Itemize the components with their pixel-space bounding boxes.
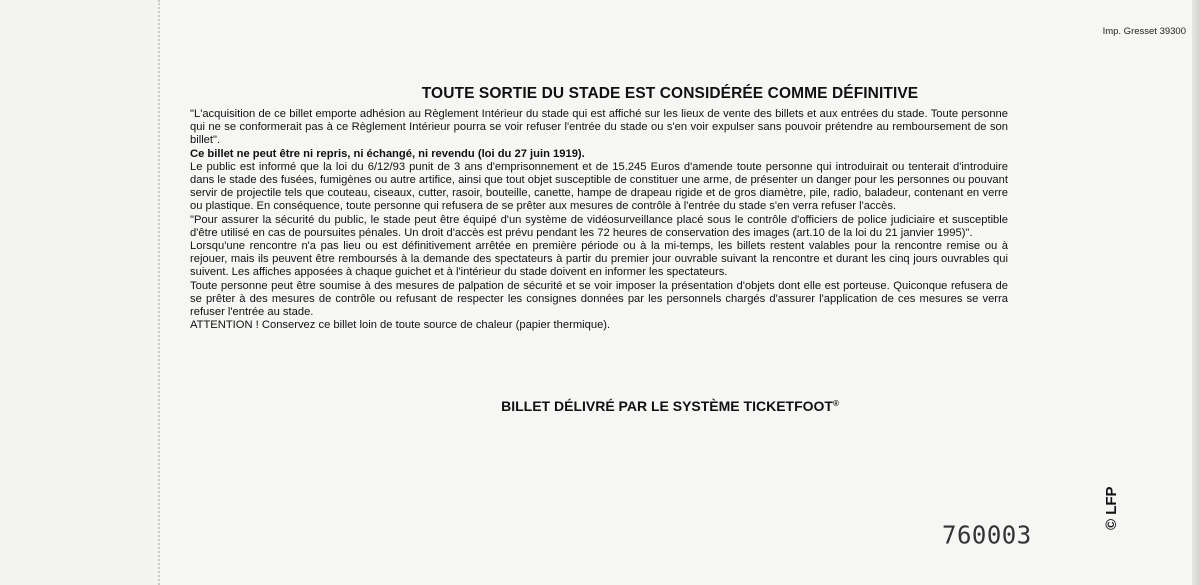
printer-credit: Imp. Gresset 39300 (1102, 26, 1186, 37)
terms-paragraph: "Pour assurer la sécurité du public, le stade peut être équipé d'un système de vidéosurveillance placé sous le contrôle d'officiers de police judiciaire et susceptible d'être utilisé en cas de poursuites pénales. Un droit d'accès est prévu pendant les 72 heures de conservation des images (art.10 de la loi du 21 janvier 1995)". (190, 213, 1008, 239)
terms-paragraph: Lorsqu'une rencontre n'a pas lieu ou est définitivement arrêtée en première période ou à la mi-temps, les billets restent valables pour la rencontre remise ou à rejouer, mais ils peuvent être remboursés à la demande des spectateurs à partir du premier jour ouvrable suivant la rencontre et durant les cinq jours ouvrables qui suivent. Les affiches apposées à chaque guichet et à l'intérieur du stade doivent en informer les spectateurs. (190, 240, 1008, 279)
ticket-edge (1192, 0, 1200, 585)
terms-paragraph: Le public est informé que la loi du 6/12/93 punit de 3 ans d'emprisonnement et de 15.245 Euros d'amende toute personne qui introduirait ou tenterait d'introduire dans le stade des fusées, fumigènes ou autre artifice, ainsi que tout objet susceptible de constituer une arme, de présenter un danger pour les personnes ou pouvant servir de projectile tels que couteau, ciseaux, cutter, rasoir, bouteille, canette, hampe de drapeau rigide et de gros diamètre, pile, radio, baladeur, contenant en verre ou plastique. En conséquence, toute personne qui refusera de se prêter aux mesures de contrôle à l'entrée du stade s'en verra refuser l'accès. (190, 160, 1008, 213)
terms-paragraph: Toute personne peut être soumise à des mesures de palpation de sécurité et se voir imposer la présentation d'objets dont elle est porteuse. Quiconque refusera de se prêter à des mesures de contrôle ou refusant de respecter les consignes données par les personnels chargés d'assurer l'application de ces mesures se verra refuser l'entrée au stade. (190, 279, 1008, 319)
terms-paragraph-attention: ATTENTION ! Conservez ce billet loin de toute source de chaleur (papier thermique). (190, 319, 611, 332)
registered-mark: ® (832, 399, 839, 408)
ticketing-system-line (160, 398, 1180, 414)
terms-paragraph: "L'acquisition de ce billet emporte adhésion au Règlement Intérieur du stade qui est affiché sur les lieux de vente des billets et aux entrées du stade. Toute personne qui ne se conformerait pas à ce Règlement Intérieur pourra se voir refuser l'entrée du stade ou s'en voir expulser sans pouvoir prétendre au remboursement de son billet". (190, 108, 1008, 147)
ticketing-system-text: BILLET DÉLIVRÉ PAR LE SYSTÈME TICKETFOOT (501, 398, 833, 414)
terms-text (190, 108, 1008, 332)
serial-number: 760003 (942, 520, 1032, 550)
ticket-stub (0, 0, 158, 585)
ticket-title: TOUTE SORTIE DU STADE EST CONSIDÉRÉE COMME DÉFINITIVE (421, 85, 919, 102)
terms-paragraph-no-resale: Ce billet ne peut être ni repris, ni échangé, ni revendu (loi du 27 juin 1919). (190, 147, 585, 160)
copyright-lfp: © LFP (1103, 486, 1120, 530)
